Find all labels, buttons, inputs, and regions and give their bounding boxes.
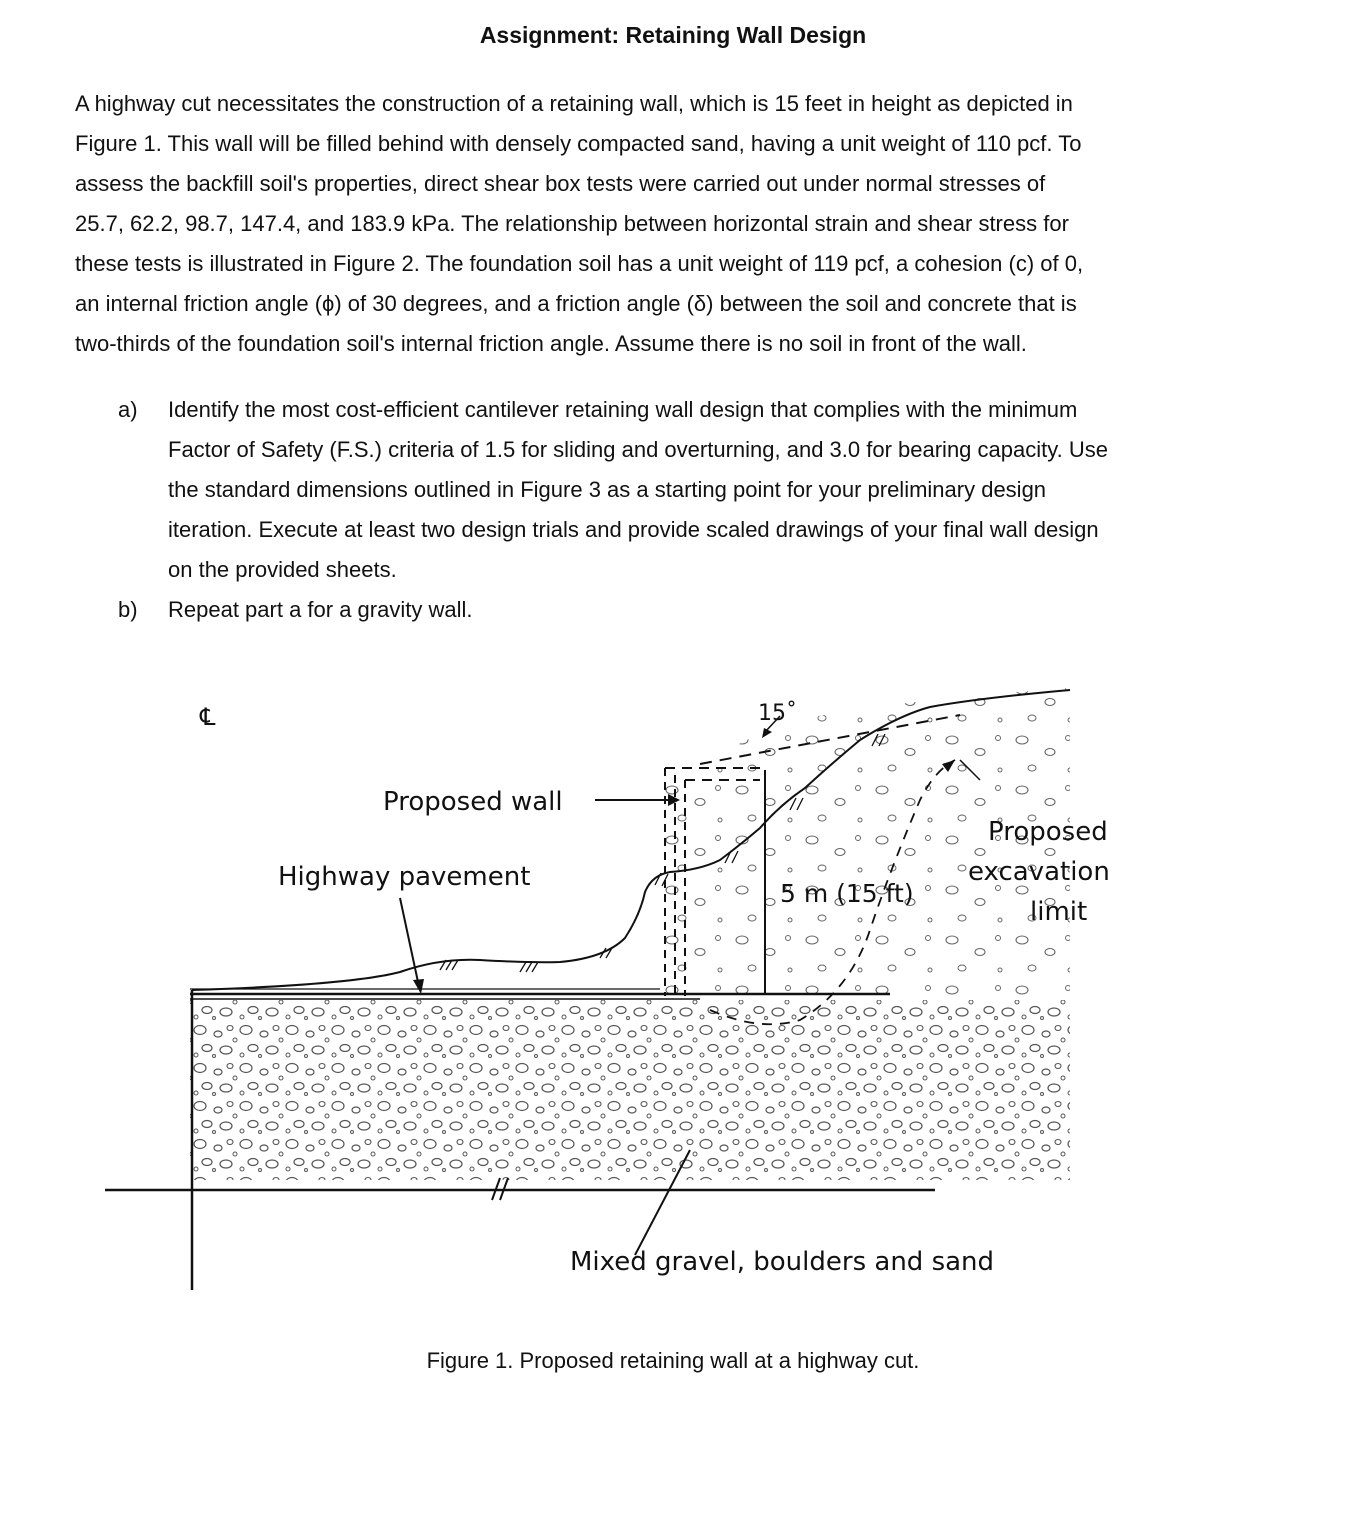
question-line: the standard dimensions outlined in Figure 3 as a starting point for your preliminary design xyxy=(168,477,1047,502)
pavement-arrowhead xyxy=(413,979,424,994)
proposed-wall-label: Proposed wall xyxy=(383,787,563,817)
question-line: Factor of Safety (F.S.) criteria of 1.5 for sliding and overturning, and 3.0 for bearing capacity. Use xyxy=(168,437,1108,462)
figure-1 xyxy=(100,680,1150,1320)
page-title: Assignment: Retaining Wall Design xyxy=(479,22,867,48)
intro-line: two-thirds of the foundation soil's internal friction angle. Assume there is no soil in front of the wall. xyxy=(75,331,1027,356)
intro-line: A highway cut necessitates the construction of a retaining wall, which is 15 feet in height as depicted in xyxy=(75,91,1073,116)
question-line: Identify the most cost-efficient cantilever retaining wall design that complies with the minimum xyxy=(168,397,1078,422)
soil-label: Mixed gravel, boulders and sand xyxy=(570,1247,995,1277)
excavation-label-line-3: limit xyxy=(1030,897,1088,927)
question-line: Repeat part a for a gravity wall. xyxy=(168,597,473,622)
intro-line: Figure 1. This wall will be filled behind with densely compacted sand, having a unit weight of 110 pcf. To xyxy=(75,131,1082,156)
foundation-gravel xyxy=(190,1000,1070,1180)
question-list xyxy=(118,390,1283,630)
question-line: iteration. Execute at least two design trials and provide scaled drawings of your final wall design xyxy=(168,517,1099,542)
question-text xyxy=(168,590,1283,630)
excavation-label-line-1: Proposed xyxy=(988,817,1108,847)
question-a xyxy=(118,390,1283,590)
intro-paragraph xyxy=(75,84,1275,364)
question-text xyxy=(168,390,1283,590)
intro-line: an internal friction angle (ϕ) of 30 degrees, and a friction angle (δ) between the soil and concrete that is xyxy=(75,291,1077,316)
figure-caption: Figure 1. Proposed retaining wall at a highway cut. xyxy=(426,1348,920,1373)
centerline-symbol: ℄ xyxy=(200,703,216,731)
highway-pavement-label: Highway pavement xyxy=(278,862,531,892)
highway-cut-diagram xyxy=(100,680,1150,1320)
question-line: on the provided sheets. xyxy=(168,557,397,582)
question-label: a) xyxy=(118,397,138,422)
question-label: b) xyxy=(118,597,138,622)
question-b xyxy=(118,590,1283,630)
intro-line: 25.7, 62.2, 98.7, 147.4, and 183.9 kPa. The relationship between horizontal strain and shear stress for xyxy=(75,211,1069,236)
intro-line: these tests is illustrated in Figure 2. The foundation soil has a unit weight of 119 pcf, a cohesion (c) of 0, xyxy=(75,251,1084,276)
slope-angle-label: 15˚ xyxy=(758,701,797,726)
excavation-label-line-2: excavation xyxy=(968,857,1110,887)
intro-line: assess the backfill soil's properties, direct shear box tests were carried out under normal stresses of xyxy=(75,171,1046,196)
wall-height-label: 5 m (15 ft) xyxy=(780,879,914,908)
